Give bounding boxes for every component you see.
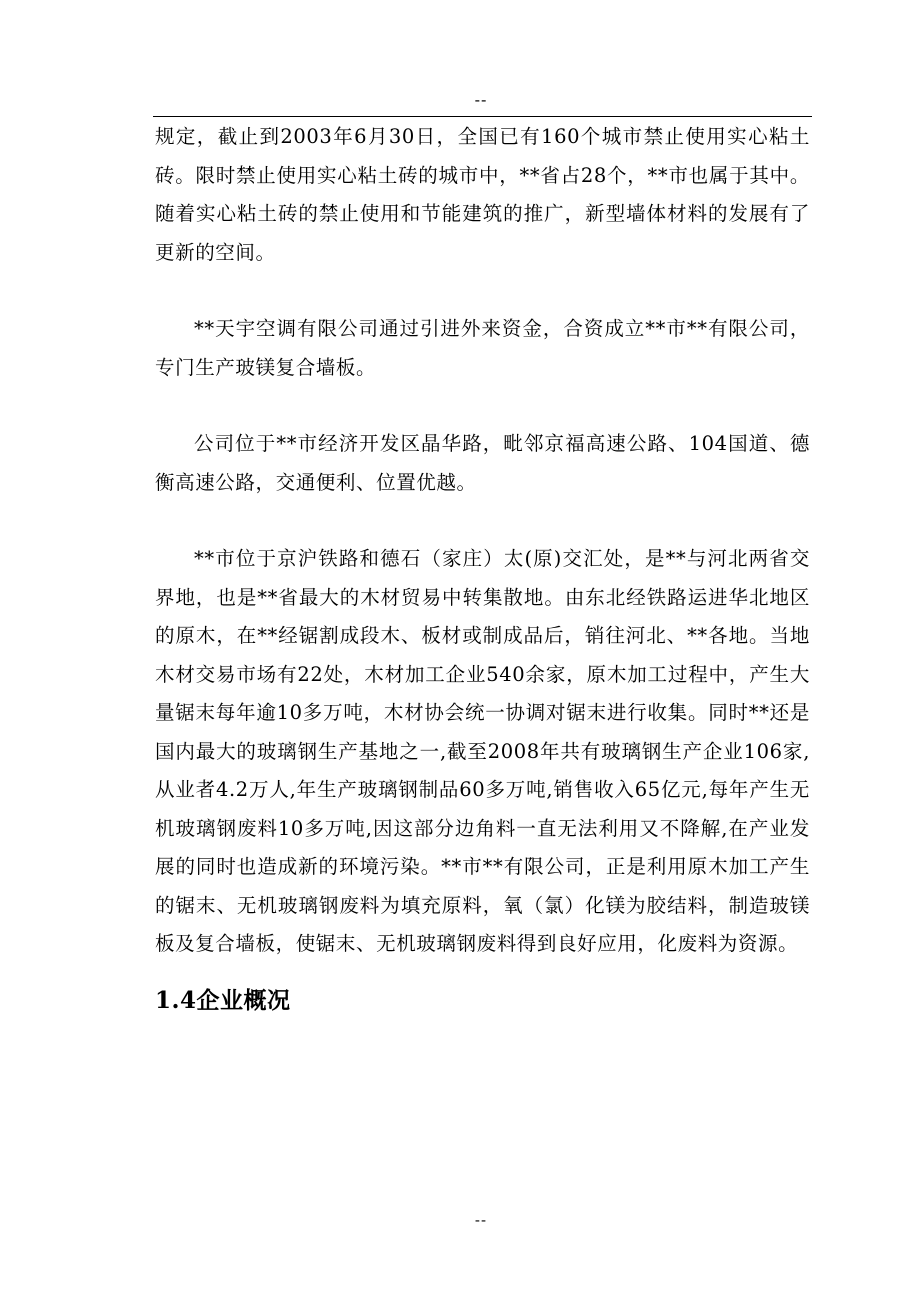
paragraph-spacer [155, 502, 810, 540]
paragraph-company-location: 公司位于**市经济开发区晶华路，毗邻京福高速公路、104国道、德衡高速公路，交通便利、位置优越。 [155, 432, 810, 494]
section-heading: 1.4企业概况 [155, 986, 291, 1014]
paragraph-regulation: 规定，截止到2003年6月30日，全国已有160个城市禁止使用实心粘土砖。限时禁止使用实心粘土砖的城市中，**省占28个，**市也属于其中。随着实心粘土砖的禁止使用和节能建筑的推广，新型墙体材料的发展有了更新的空间。 [155, 125, 810, 264]
page-header-mark: -- [474, 90, 488, 109]
paragraph-company-founding: **天宇空调有限公司通过引进外来资金，合资成立**市**有限公司，专门生产玻镁复合墙板。 [155, 317, 810, 379]
header-rule [153, 116, 812, 117]
document-body [155, 118, 810, 1021]
paragraph-spacer [155, 272, 810, 310]
page-footer-mark: -- [474, 1211, 488, 1229]
paragraph-spacer [155, 387, 810, 425]
paragraph-city-background: **市位于京沪铁路和德石（家庄）太(原)交汇处，是**与河北两省交界地，也是**省最大的木材贸易中转集散地。由东北经铁路运进华北地区的原木，在**经锯割成段木、板材或制成品后，销往河北、**各地。当地木材交易市场有22处，木材加工企业540余家，原木加工过程中，产生大量锯末每年逾10多万吨，木材协会统一协调对锯末进行收集。同时**还是国内最大的玻璃钢生产基地之一,截至2008年共有玻璃钢生产企业106家,从业者4.2万人,年生产玻璃钢制品60多万吨,销售收入65亿元,每年产生无机玻璃钢废料10多万吨,因这部分边角料一直无法利用又不降解,在产业发展的同时也造成新的环境污染。**市**有限公司，正是利用原木加工产生的锯末、无机玻璃钢废料为填充原料，氧（氯）化镁为胶结料，制造玻镁板及复合墙板，使锯末、无机玻璃钢废料得到良好应用，化废料为资源。 [155, 547, 810, 955]
